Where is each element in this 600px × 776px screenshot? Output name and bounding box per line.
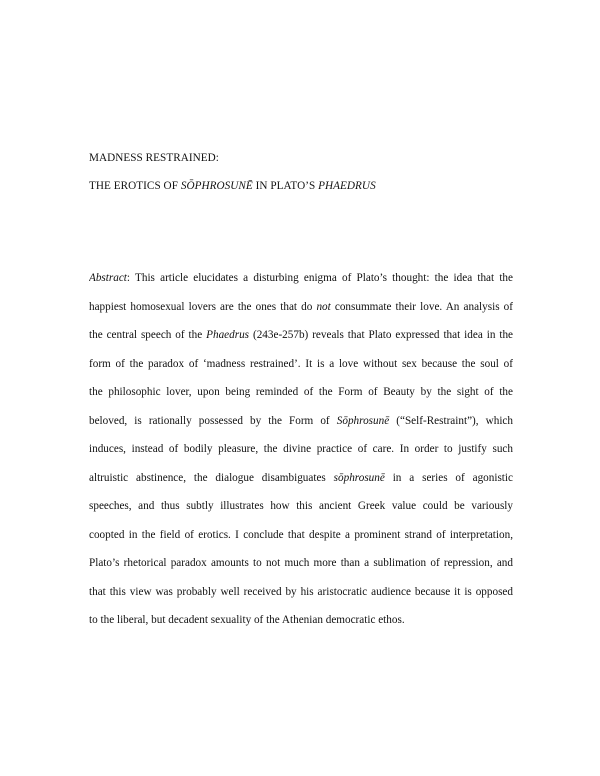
text-run: in a series of agonistic — [384, 471, 513, 484]
text-run: consummate their love. An analysis of — [330, 300, 513, 313]
text-run: speeches, and thus subtly illustrates how this ancient Greek value could be variously — [89, 500, 513, 512]
abstract-line — [89, 492, 513, 521]
abstract-line — [89, 407, 513, 436]
abstract-line — [89, 578, 513, 607]
subtitle-italic-term: SŌPHROSUNĒ — [180, 180, 253, 192]
abstract-line — [89, 350, 513, 379]
text-run: beloved, is rationally possessed by the Form of — [89, 414, 337, 427]
text-run: altruistic abstinence, the dialogue disambiguates — [89, 471, 334, 484]
subtitle-text-part: THE EROTICS OF — [89, 180, 181, 192]
text-run: coopted in the field of erotics. I conclude that despite a prominent strand of interpretation, — [89, 528, 513, 541]
abstract-line — [89, 293, 513, 322]
text-run: to the liberal, but decadent sexuality of the Athenian democratic ethos. — [89, 614, 405, 626]
text-run: that this view was probably well received by his aristocratic audience because it is opposed — [89, 585, 513, 598]
subtitle-italic-work: PHAEDRUS — [318, 180, 376, 192]
abstract-line — [89, 521, 513, 550]
abstract-line — [89, 321, 513, 350]
text-run: (243e-257b) reveals that Plato expressed that idea in the — [249, 329, 513, 341]
text-run: the philosophic lover, upon being reminded of the Form of Beauty by the sight of the — [89, 386, 513, 398]
subtitle-text-part: IN PLATO’S — [252, 180, 319, 192]
title-line-1 — [89, 151, 219, 165]
abstract-line — [89, 606, 513, 635]
abstract-paragraph — [89, 264, 513, 635]
text-run: Plato’s rhetorical paradox amounts to not much more than a sublimation of repression, and — [89, 557, 513, 569]
text-run: happiest homosexual lovers are the ones that do — [89, 300, 317, 313]
title-text: MADNESS RESTRAINED: — [89, 152, 219, 164]
italic-term: Abstract — [89, 272, 127, 284]
text-run: (“Self-Restraint”), which — [389, 414, 513, 427]
abstract-line — [89, 264, 513, 293]
abstract-line — [89, 464, 513, 493]
text-run: form of the paradox of ‘madness restrained’. It is a love without sex because the soul of — [89, 357, 513, 370]
italic-term: sōphrosunē — [333, 471, 385, 484]
italic-term: Sōphrosunē — [336, 414, 390, 427]
abstract-line — [89, 378, 513, 407]
text-run: : This article elucidates a disturbing enigma of Plato’s thought: the idea that the — [126, 272, 513, 284]
title-line-2 — [89, 179, 376, 193]
abstract-line — [89, 435, 513, 464]
text-run: induces, instead of bodily pleasure, the divine practice of care. In order to justify such — [89, 443, 513, 455]
italic-term: Phaedrus — [206, 329, 250, 341]
abstract-line — [89, 549, 513, 578]
text-run: the central speech of the — [89, 329, 207, 341]
italic-term: not — [316, 300, 331, 313]
